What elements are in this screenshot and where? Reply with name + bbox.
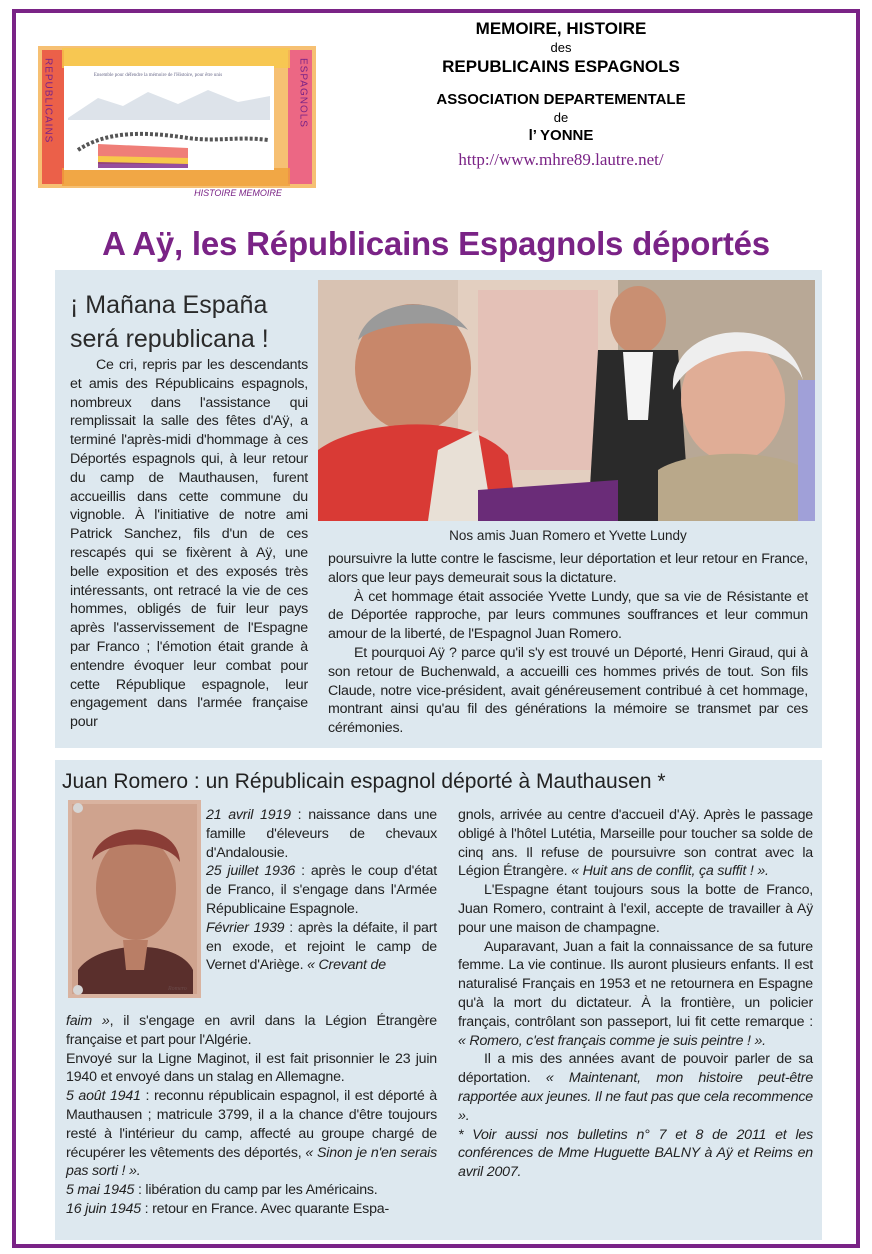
bio-column-1b [66,1012,437,1219]
bio-paragraph [458,1050,813,1125]
article-paragraph: poursuivre la lutte contre le fascisme, leur déportation et leur retour en France, alors que leur pays demeurait sous la dictature. [328,551,808,586]
bio-quote: « Huit ans de conflit, ça suffit ! ». [571,863,769,880]
bio-entry [66,1012,437,1050]
portrait-signature: Romero [168,986,187,992]
bio-paragraph [458,806,813,881]
bio-quote: « Maintenant, mon histoire peut-être rapportée aux jeunes. Il ne faut pas que cela recommence ». [458,1070,814,1124]
header-line3: REPUBLICAINS ESPAGNOLS [442,57,680,76]
bio-paragraph [458,938,813,1051]
bio-paragraph: L'Espagne étant toujours sous la botte de Franco, Juan Romero, contraint à l'exil, accepte de travailler à Aÿ pour une maison de champagne. [458,882,813,936]
bio-quote: « Sinon je n'en serais pas sorti ! ». [66,1144,438,1180]
bio-text: : libération du camp par les Américains. [134,1182,378,1199]
bio-quote: faim » [66,1013,110,1029]
bio-quote: « Romero, c'est français comme je suis peintre ! ». [458,1032,766,1049]
header-line4: ASSOCIATION DEPARTEMENTALE [436,91,686,108]
bio-text: : reconnu républicain espagnol, il est déporté à Mauthausen ; matricule 3799, il a la chance d'être toujours resté à l'intérieur du camp, affecté au groupe chargé de récupérer les vêtements des déportés, [66,1088,437,1161]
bio-text: : après le coup d'état de Franco, il s'engage dans l'Armée Républicaine Espagnole. [206,863,437,917]
association-header [330,18,792,170]
bio-date: 21 avril 1919 [206,807,291,823]
logo-bottom-text: HISTOIRE MEMOIRE [194,188,282,198]
bio-date: 16 juin 1945 [66,1200,141,1217]
slogan-line1: ¡ Mañana España [70,291,268,319]
bio-date: 5 mai 1945 [66,1182,135,1199]
bio-quote: « Crevant de [307,957,386,974]
association-logo [38,40,330,198]
bio-entry [66,1200,437,1219]
bio-entry: Envoyé sur la Ligne Maginot, il est fait prisonnier le 23 juin 1940 et envoyé dans un stalag en Allemagne. [66,1050,437,1086]
bio-date: Février 1939 [206,919,285,936]
bio-subtitle: Juan Romero : un Républicain espagnol déporté à Mauthausen * [62,770,666,793]
bio-text: : retour en France. Avec quarante Espa- [140,1200,389,1217]
photo-caption: Nos amis Juan Romero et Yvette Lundy [449,528,687,543]
bio-footnote [458,1126,813,1182]
bio-date: 25 juillet 1936 [206,863,296,880]
header-line6: l’ YONNE [528,127,594,144]
bio-column-1a [206,806,437,975]
logo-right-text: ESPAGNOLS [297,58,309,128]
bio-entry [206,862,437,918]
article-paragraph: À cet hommage était associée Yvette Lundy, que sa vie de Résistante et de Déportée rapproche, par leurs communes souffrances et leur commun amour de la liberté, de l'Espagnol Juan Romero. [328,588,808,643]
article-paragraph: Ce cri, repris par les descendants et amis des Républicains espagnols, nombreux dans l'assistance qui remplissait la salle des fêtes d'Aÿ, a terminé l'après-midi d'hommage à ces Déportés espagnols qui, à leur retour du camp de Mauthausen, furent accueillis dans cette commune du vignoble. À l'initiative de notre ami Patrick Sanchez, fils d'un de ces rescapés qui se fixèrent à Aÿ, une belle exposition et des exposés très intéressants, ont retracé la vie de ces hommes, obligés de fuir leur pays après l'asservissement de l'Espagne par Franco ; l'émotion était grande à entendre évoquer leur combat pour cette République espagnole, leur engagement dans l'armée française pour [70,357,308,731]
slogan [70,288,320,356]
bio-entry [66,1181,437,1200]
header-line5: de [553,110,569,125]
article-column-2 [328,550,808,738]
bio-column-2 [458,806,813,1182]
event-photo [318,280,815,521]
juan-romero-portrait [68,800,201,998]
bio-date: 5 août 1941 [66,1088,141,1105]
footnote-text: * Voir aussi nos bulletins n° 7 et 8 de 2011 et les conférences de Mme Huguette BALNY à Aÿ et Reims en avril 2007. [458,1126,813,1181]
header-line2: des [550,40,572,55]
logo-top-text: Ensemble pour défendre la mémoire de l'Histoire, pour être unis [93,73,223,78]
bio-text: : après la défaite, il part en exode, et rejoint le camp de Vernet d'Ariège. [206,919,437,974]
article-title: A Aÿ, les Républicains Espagnols déportés [102,225,770,262]
header-line1: MEMOIRE, HISTOIRE [475,19,647,38]
article-paragraph: Et pourquoi Aÿ ? parce qu'il s'y est trouvé un Déporté, Henri Giraud, qui à son retour de Buchenwald, a accueilli ces hommes privés de tout. Son fils Claude, notre vice-président, avait généreusement contribué à cet hommage, montrant ainsi qu'au fil des générations la mémoire se transmet par ces cérémonies. [328,644,808,737]
bio-text: : naissance dans une famille d'éleveurs de chevaux d'Andalousie. [206,807,437,861]
bio-entry [206,919,437,975]
slogan-line2: será republicana ! [70,325,269,353]
website-link[interactable]: http://www.mhre89.lautre.net/ [458,150,664,169]
bio-entry [66,1087,437,1181]
logo-left-text: REPUBLICAINS [42,58,54,144]
bio-entry [206,806,437,862]
bio-text: gnols, arrivée au centre d'accueil d'Aÿ. Après le passage obligé à l'hôtel Lutétia, Marseille pour toucher sa solde de cinq ans. Il refuse de poursuivre son contrat avec la Légion Étrangère. [458,807,813,880]
article-column-1 [70,356,308,732]
bio-text: Auparavant, Juan a fait la connaissance de sa future femme. La vie continue. Ils auront plusieurs enfants. Il est naturalisé Français en 1953 et ne retournera en Espagne qu'à la mort du dictateur. À la frontière, un policier français, contrôlant son passeport, lui fit cette remarque : [458,938,813,1030]
bio-text: Il a mis des années avant de pouvoir parler de sa déportation. [458,1051,813,1087]
bio-text: , il s'engage en avril dans la Légion Étrangère française et part pour l'Algérie. [66,1013,437,1048]
